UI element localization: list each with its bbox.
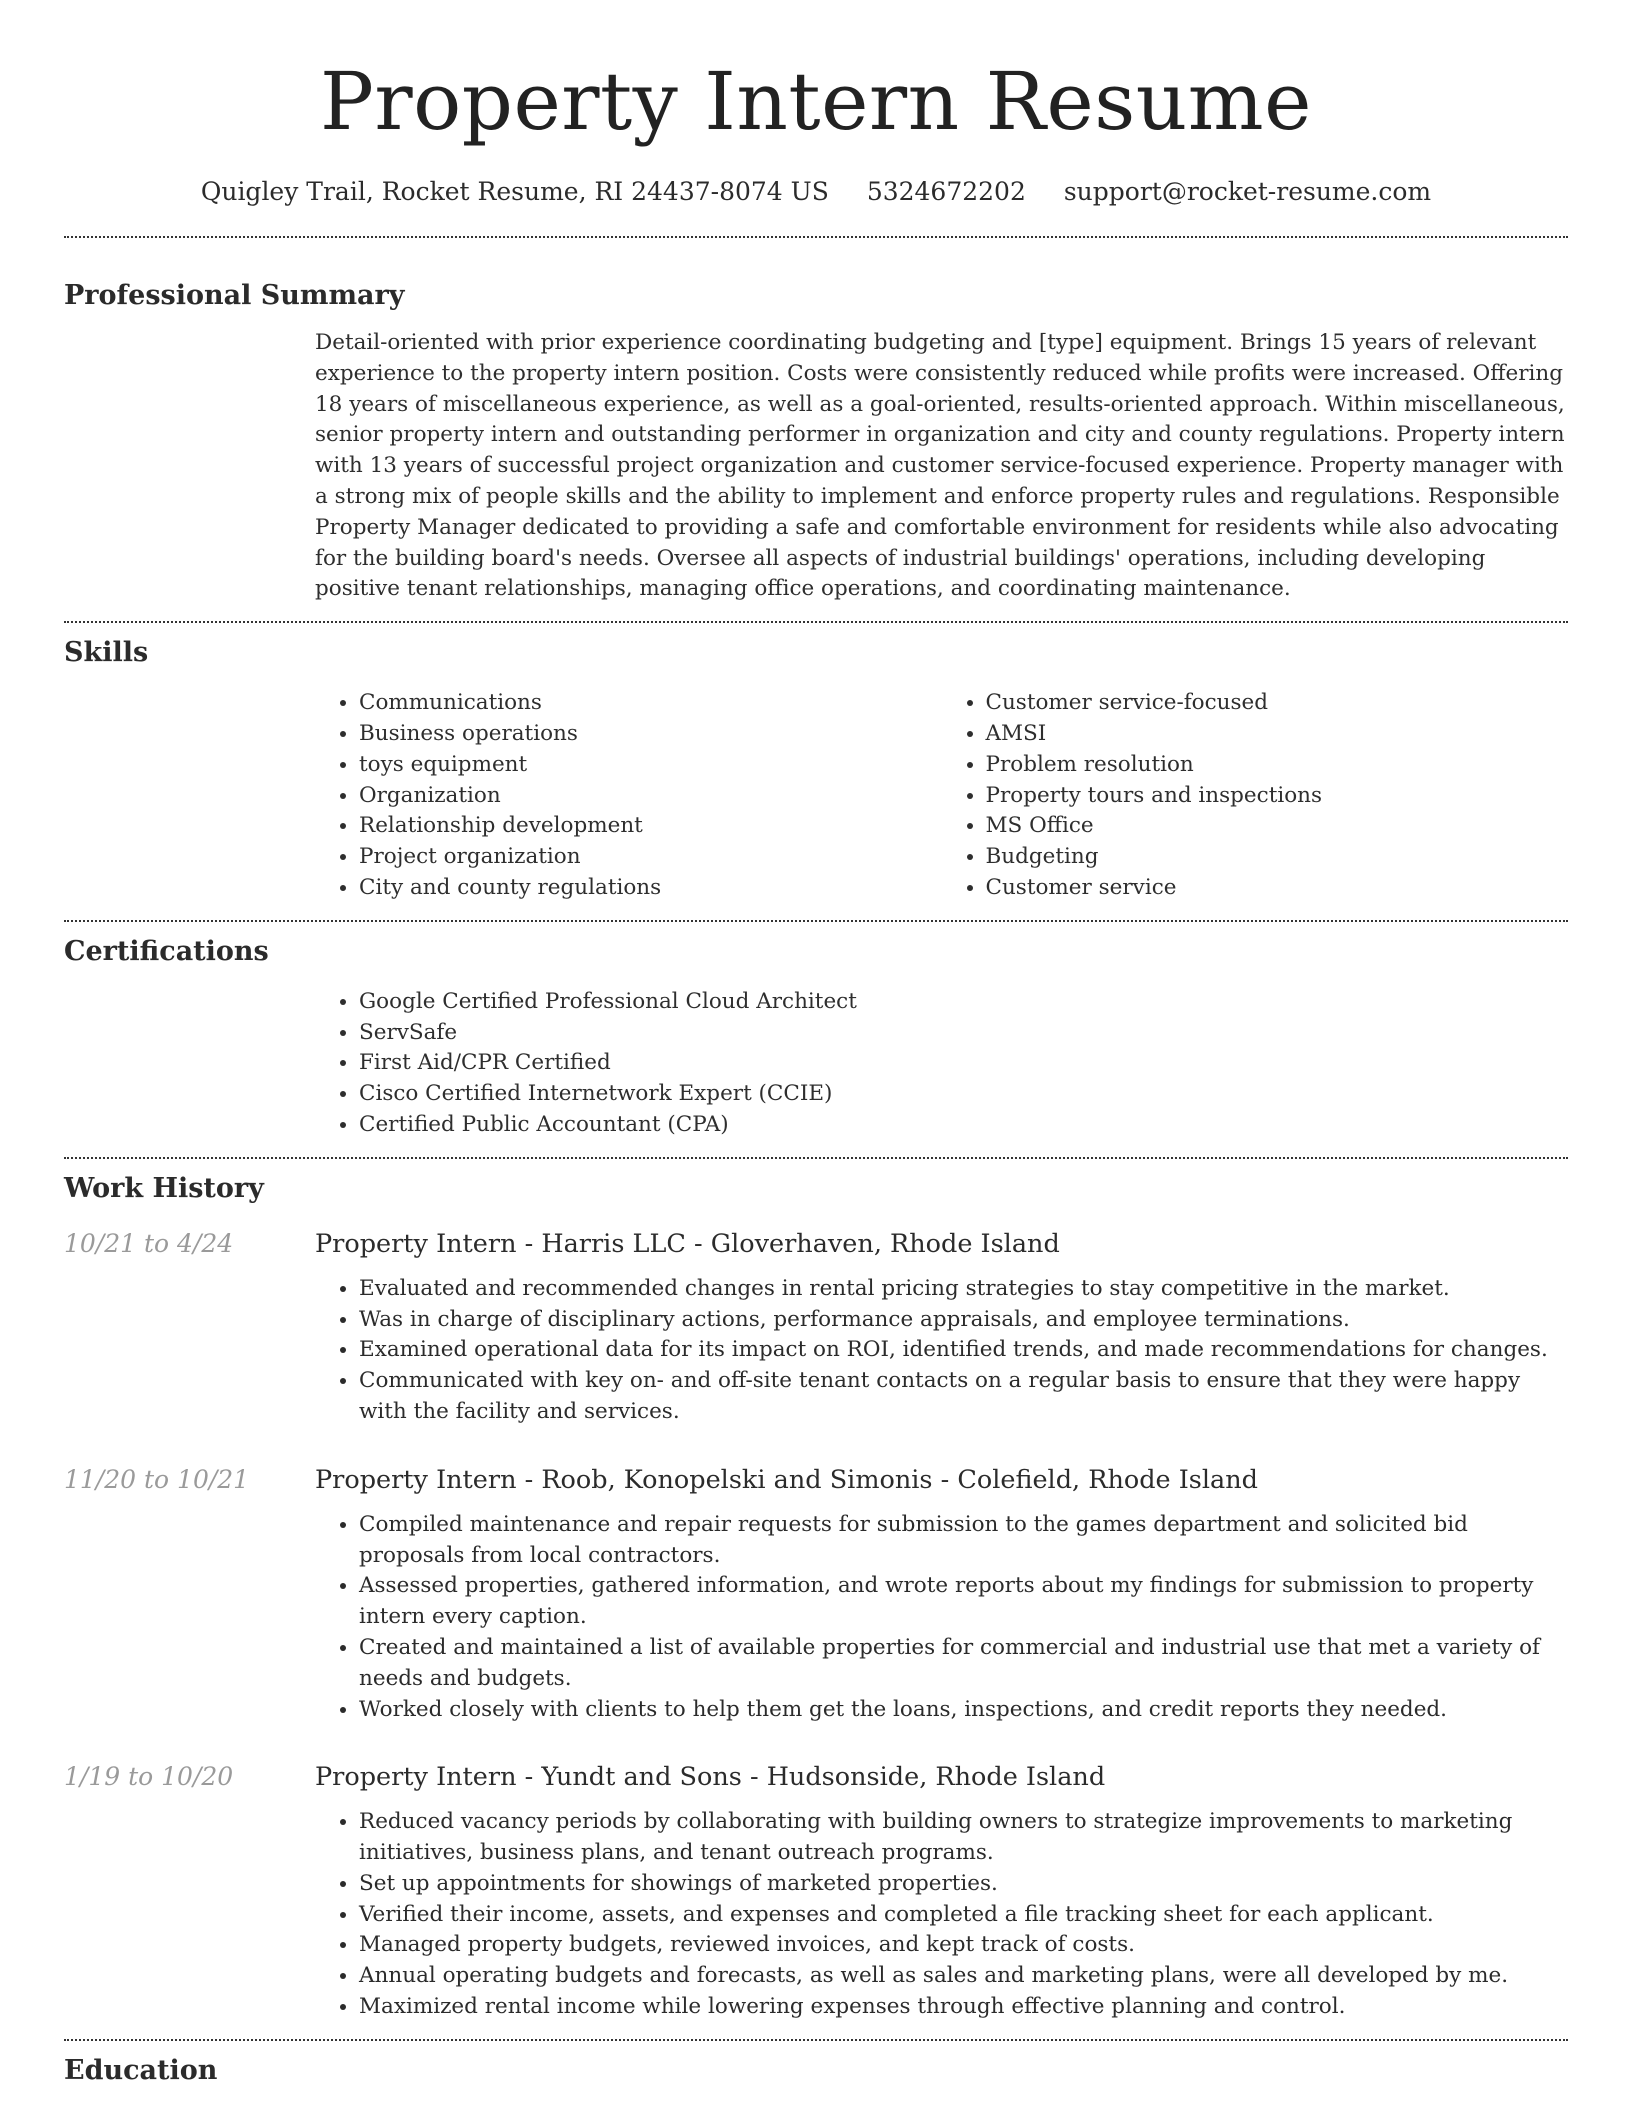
certifications-list — [315, 987, 1568, 1141]
job-entry — [64, 1226, 1568, 1428]
job-entry — [64, 1462, 1568, 1726]
contact-line — [64, 174, 1568, 210]
section-divider — [64, 920, 1568, 922]
resume-title: Property Intern Resume — [320, 55, 1312, 148]
skill-item: • Communications — [359, 688, 942, 719]
certification-item: • Cisco Certified Internetwork Expert (CCIE) — [359, 1079, 1568, 1110]
job-title: Property Intern - Yundt and Sons - Hudsonside, Rhode Island — [315, 1762, 1106, 1793]
job-title: Property Intern - Roob, Konopelski and Simonis - Colefield, Rhode Island — [315, 1464, 1259, 1495]
skill-item: • Customer service-focused — [986, 688, 1569, 719]
skills-column-left — [315, 688, 942, 904]
summary-heading: Professional Summary — [64, 280, 405, 311]
education-heading: Education — [64, 2054, 218, 2086]
job-bullet: • Evaluated and recommended changes in rental pricing strategies to stay competitive in the market. — [359, 1274, 1568, 1305]
certification-item: • ServSafe — [359, 1018, 1568, 1049]
job-bullet: • Verified their income, assets, and expenses and completed a file tracking sheet for each applicant. — [359, 1900, 1568, 1931]
job-title: Property Intern - Harris LLC - Gloverhaven, Rhode Island — [315, 1228, 1060, 1259]
job-bullet: • Compiled maintenance and repair requests for submission to the games department and solicited bid proposals from local contractors. — [359, 1510, 1568, 1572]
skill-item: • Budgeting — [986, 842, 1569, 873]
job-bullet: • Annual operating budgets and forecasts, as well as sales and marketing plans, were all developed by me. — [359, 1961, 1568, 1992]
section-divider — [64, 236, 1568, 238]
skill-item: • MS Office — [986, 811, 1569, 842]
certification-item: • First Aid/CPR Certified — [359, 1048, 1568, 1079]
contact-phone: 5324672202 — [866, 177, 1026, 206]
job-bullet: • Assessed properties, gathered information, and wrote reports about my findings for submission to property intern every caption. — [359, 1571, 1568, 1633]
skill-item: • Organization — [359, 781, 942, 812]
certification-item: • Google Certified Professional Cloud Architect — [359, 987, 1568, 1018]
skill-item: • Problem resolution — [986, 750, 1569, 781]
job-bullet: • Managed property budgets, reviewed invoices, and kept track of costs. — [359, 1930, 1568, 1961]
job-bullets — [315, 1510, 1568, 1726]
skills-column-right — [942, 688, 1569, 904]
job-entry — [64, 1759, 1568, 2023]
job-dates: 1/19 to 10/20 — [64, 1762, 234, 1792]
job-bullets — [315, 1807, 1568, 2023]
skill-item: • AMSI — [986, 719, 1569, 750]
section-divider — [64, 1157, 1568, 1159]
job-bullet: • Maximized rental income while lowering expenses through effective planning and control. — [359, 1992, 1568, 2023]
contact-address: Quigley Trail, Rocket Resume, RI 24437-8074 US — [200, 177, 829, 206]
skill-item: • Customer service — [986, 873, 1569, 904]
section-divider — [64, 621, 1568, 623]
skills-heading: Skills — [64, 637, 149, 669]
skill-item: • Relationship development — [359, 811, 942, 842]
job-bullet: • Worked closely with clients to help them get the loans, inspections, and credit reports they needed. — [359, 1695, 1568, 1726]
job-bullet: • Examined operational data for its impact on ROI, identified trends, and made recommendations for changes. — [359, 1335, 1568, 1366]
summary-text: Detail-oriented with prior experience coordinating budgeting and [type] equipment. Brings 15 years of relevant experience to the property intern position. Costs were consistently reduced while profits were increased. Offering 18 years of miscellaneous experience, as well as a goal-oriented, results-oriented approach. Within miscellaneous, senior property intern and outstanding performer in organization and city and county regulations. Property intern with 13 years of successful project organization and customer service-focused experience. Property manager with a strong mix of people skills and the ability to implement and enforce property rules and regulations. Responsible Property Manager dedicated to providing a safe and comfortable environment for residents while also advocating for the building board's needs. Oversee all aspects of industrial buildings' operations, including developing positive tenant relationships, managing office operations, and coordinating maintenance. — [315, 330, 1565, 602]
skill-item: • toys equipment — [359, 750, 942, 781]
job-bullet: • Reduced vacancy periods by collaborating with building owners to strategize improvements to marketing initiatives, business plans, and tenant outreach programs. — [359, 1807, 1568, 1869]
job-dates: 10/21 to 4/24 — [64, 1228, 234, 1258]
job-bullet: • Created and maintained a list of available properties for commercial and industrial use that met a variety of needs and budgets. — [359, 1633, 1568, 1695]
section-divider — [64, 2039, 1568, 2041]
work-history-heading: Work History — [64, 1172, 264, 1204]
skill-item: • Property tours and inspections — [986, 781, 1569, 812]
contact-email: support@rocket-resume.com — [1063, 177, 1432, 206]
certifications-heading: Certifications — [64, 935, 269, 967]
skill-item: • Project organization — [359, 842, 942, 873]
certification-item: • Certified Public Accountant (CPA) — [359, 1110, 1568, 1141]
skill-item: • City and county regulations — [359, 873, 942, 904]
skill-item: • Business operations — [359, 719, 942, 750]
skills-list — [315, 688, 1568, 904]
job-bullet: • Was in charge of disciplinary actions, performance appraisals, and employee terminations. — [359, 1305, 1568, 1336]
job-bullets — [315, 1274, 1568, 1428]
resume-page — [64, 0, 1568, 2091]
job-bullet: • Communicated with key on- and off-site tenant contacts on a regular basis to ensure that they were happy with the facility and services. — [359, 1366, 1568, 1428]
job-dates: 11/20 to 10/21 — [64, 1464, 250, 1494]
job-bullet: • Set up appointments for showings of marketed properties. — [359, 1869, 1568, 1900]
